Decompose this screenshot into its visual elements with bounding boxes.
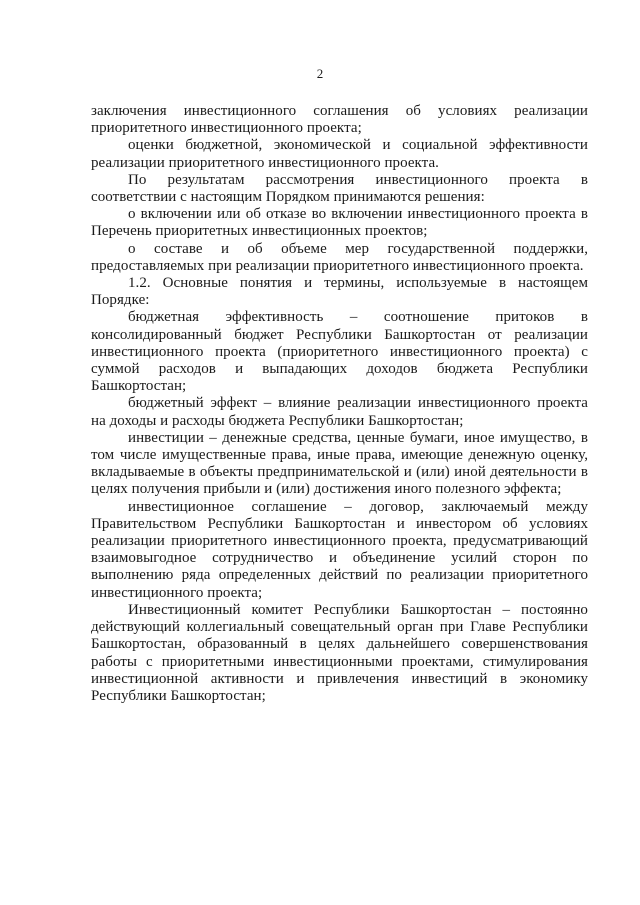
paragraph-6: 1.2. Основные понятия и термины, используемые в настоящем Порядке:	[91, 275, 588, 309]
paragraph-8: бюджетный эффект – влияние реализации инвестиционного проекта на доходы и расходы бюджета Республики Башкортостан;	[91, 395, 588, 429]
document-body	[91, 103, 588, 705]
paragraph-9: инвестиции – денежные средства, ценные бумаги, иное имущество, в том числе имущественные права, иные права, имеющие денежную оценку, вкладываемые в объекты предпринимательской и (или) иной деятельности в целях получения прибыли и (или) достижения иного полезного эффекта;	[91, 429, 588, 498]
paragraph-11: Инвестиционный комитет Республики Башкортостан – постоянно действующий коллегиальный совещательный орган при Главе Республики Башкортостан, образованный в целях дальнейшего совершенствования работы с приоритетными инвестиционными проектами, стимулирования инвестиционной активности и привлечения инвестиций в экономику Республики Башкортостан;	[91, 601, 588, 704]
paragraph-4: о включении или об отказе во включении инвестиционного проекта в Перечень приоритетных инвестиционных проектов;	[91, 206, 588, 240]
paragraph-3: По результатам рассмотрения инвестиционного проекта в соответствии с настоящим Порядком принимаются решения:	[91, 171, 588, 206]
paragraph-7: бюджетная эффективность – соотношение притоков в консолидированный бюджет Республики Башкортостан от реализации инвестиционного проекта (приоритетного инвестиционного проекта) с суммой расходов и выпадающих доходов бюджета Республики Башкортостан;	[91, 309, 588, 395]
paragraph-10: инвестиционное соглашение – договор, заключаемый между Правительством Республики Башкортостан и инвестором об условиях реализации приоритетного инвестиционного проекта, предусматривающий взаимовыгодное сотрудничество и объединение усилий сторон по выполнению ряда определенных действий по реализации приоритетного инвестиционного проекта;	[91, 498, 588, 601]
page-number: 2	[316, 66, 324, 81]
paragraph-1: заключения инвестиционного соглашения об условиях реализации приоритетного инвестиционного проекта;	[91, 103, 588, 137]
paragraph-5: о составе и об объеме мер государственной поддержки, предоставляемых при реализации приоритетного инвестиционного проекта.	[91, 240, 588, 274]
paragraph-2: оценки бюджетной, экономической и социальной эффективности реализации приоритетного инвестиционного проекта.	[91, 137, 588, 171]
